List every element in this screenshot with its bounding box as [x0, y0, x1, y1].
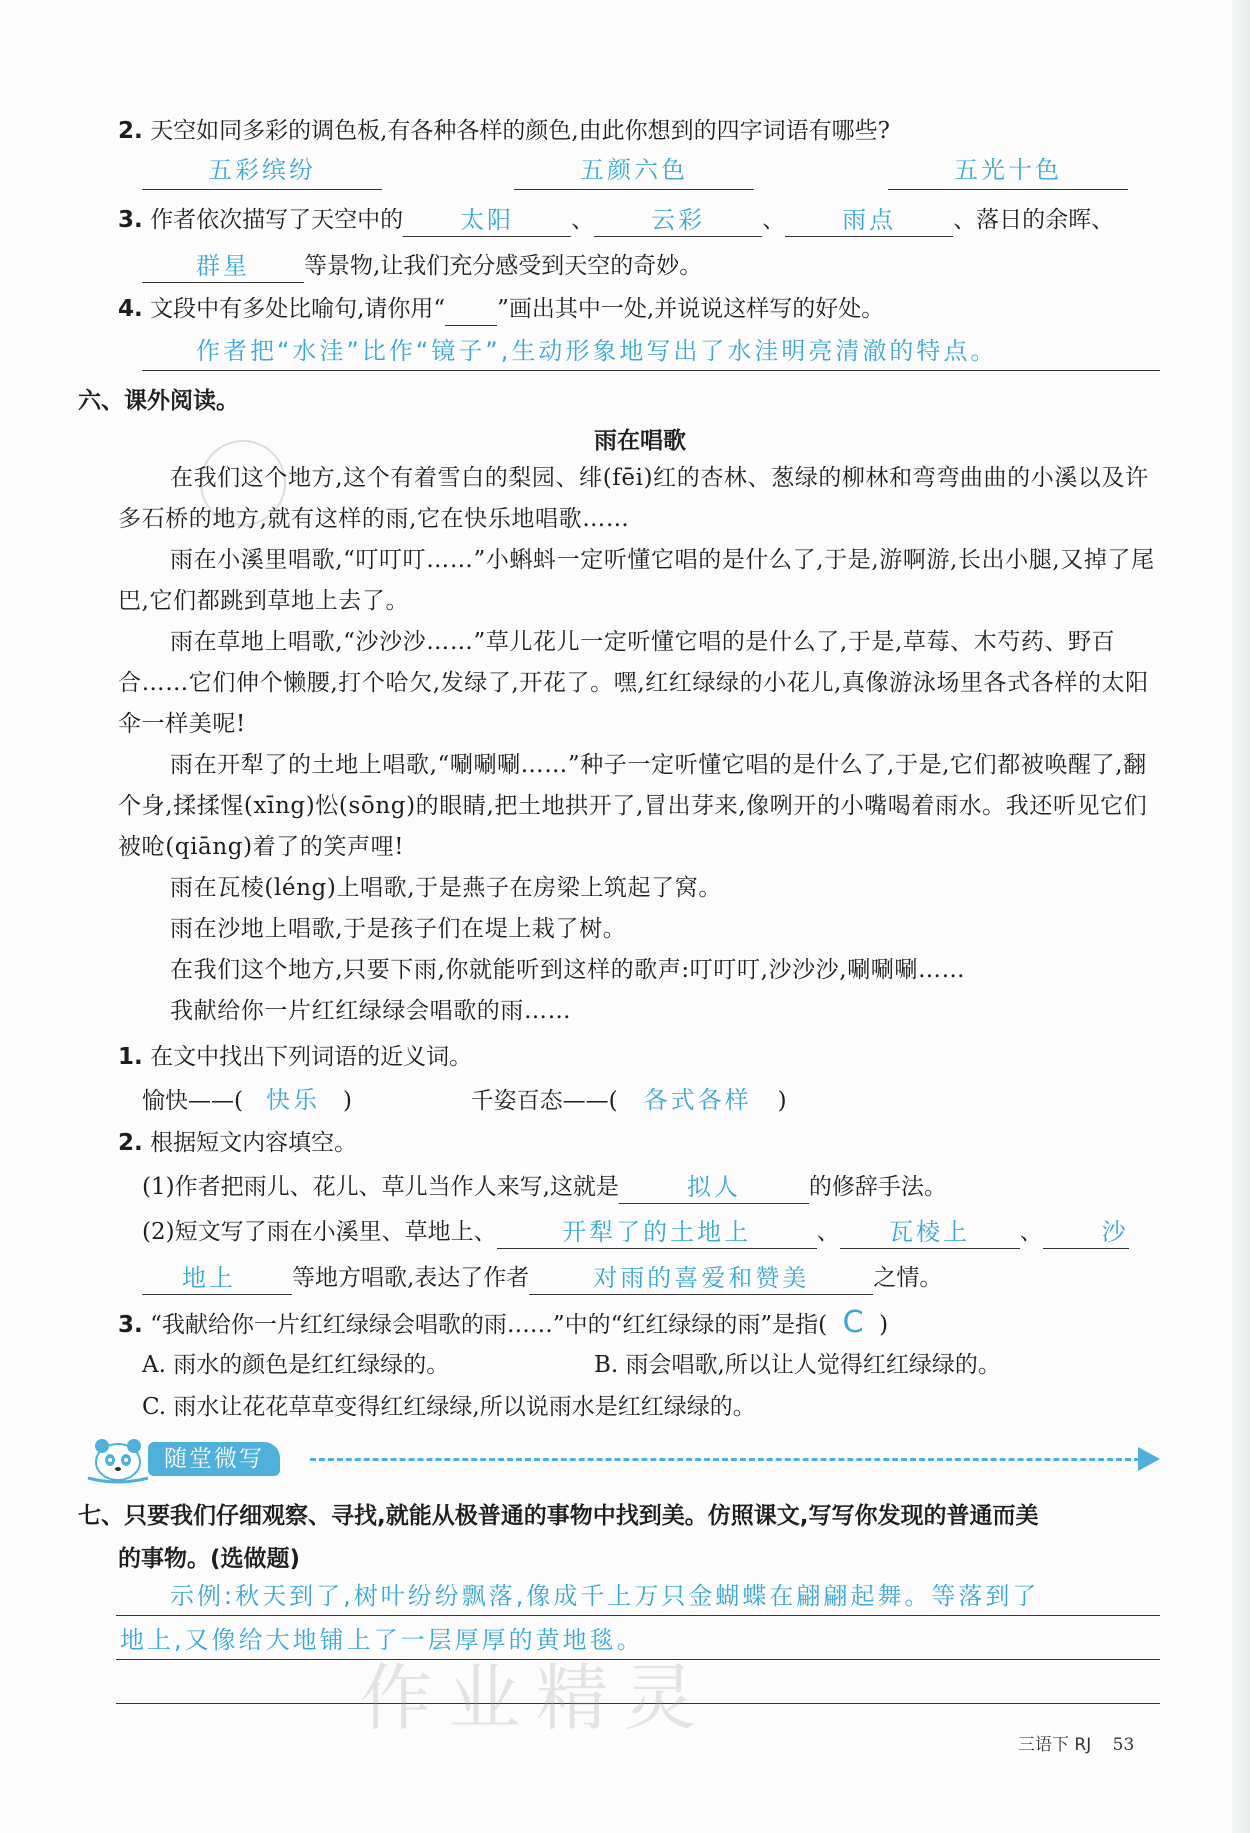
page-footer	[1018, 1730, 1134, 1755]
q2-answer-blank-1[interactable]: 五彩缤纷	[142, 150, 382, 190]
r2-answer-place-1[interactable]: 开犁了的土地上	[497, 1215, 817, 1249]
q4-answer-line[interactable]: 作者把“水洼”比作“镜子”,生动形象地写出了水洼明亮清澈的特点。	[142, 331, 1160, 371]
writing-line-2[interactable]: 地上,又像给大地铺上了一层厚厚的黄地毯。	[116, 1620, 1160, 1660]
section-banner	[82, 1428, 1172, 1488]
q2-answer-blank-3[interactable]: 五光十色	[888, 150, 1128, 190]
section-7-heading-line-1: 七、只要我们仔细观察、寻找,就能从极普通的事物中找到美。仿照课文,写写你发现的普通而美	[78, 1503, 1039, 1529]
footer-label: 三语下 RJ	[1018, 1735, 1092, 1755]
r2-answer-place-3[interactable]: 沙	[1043, 1215, 1129, 1249]
passage-title: 雨在唱歌	[594, 428, 686, 454]
reading-question-1-items: 愉快——( 快乐 ) 千姿百态——( 各式各样 )	[142, 1083, 787, 1118]
r2-answer-place-2[interactable]: 瓦棱上	[840, 1215, 1020, 1249]
r3-answer-choice[interactable]: C	[842, 1305, 864, 1340]
passage-paragraph-1: 在我们这个地方,这个有着雪白的梨园、绯(fēi)红的杏林、葱绿的柳林和弯弯曲曲的小溪以及许多石桥的地方,就有这样的雨,它在快乐地唱歌……	[118, 465, 1149, 532]
reading-question-2: 2. 根据短文内容填空。	[118, 1130, 358, 1156]
watermark-text: 作业精灵	[360, 1656, 713, 1740]
reading-question-2-part-2: (2)短文写了雨在小溪里、草地上、 开犁了的土地上 、 瓦棱上 、 沙	[142, 1215, 1129, 1249]
section-6-heading: 六、课外阅读。	[78, 388, 239, 414]
r1-answer-1[interactable]: 快乐	[265, 1086, 320, 1114]
writing-line-1[interactable]: 示例:秋天到了,树叶纷纷飘落,像成千上万只金蝴蝶在翩翩起舞。等落到了	[116, 1576, 1160, 1616]
banner-label: 随堂微写	[148, 1442, 280, 1476]
r2-answer-place-3-continued[interactable]: 地上	[142, 1261, 292, 1295]
r1-answer-2[interactable]: 各式各样	[643, 1086, 752, 1114]
q2-answer-blank-2[interactable]: 五颜六色	[514, 150, 754, 190]
passage-paragraph-4: 雨在开犁了的土地上唱歌,“唰唰唰……”种子一定听懂它唱的是什么了,于是,它们都被唤醒了,翻个身,揉揉惺(xīng)忪(sōng)的眼睛,把土地拱开了,冒出芽来,像咧开的小嘴喝着雨水。我还听见它们被呛(qiāng)着了的笑声哩!	[118, 752, 1148, 860]
reading-question-3: 3. “我献给你一片红红绿绿会唱歌的雨……”中的“红红绿绿的雨”是指( C )	[118, 1305, 889, 1340]
passage-paragraph-2: 雨在小溪里唱歌,“叮叮叮……”小蝌蚪一定听懂它唱的是什么了,于是,游啊游,长出小腿,又掉了尾巴,它们都跳到草地上去了。	[118, 547, 1155, 614]
passage-paragraph-5: 雨在瓦棱(léng)上唱歌,于是燕子在房梁上筑起了窝。	[170, 875, 722, 901]
q3-answer-blank-2[interactable]: 云彩	[594, 203, 762, 237]
q3-answer-blank-1[interactable]: 太阳	[403, 203, 571, 237]
option-b[interactable]: B. 雨会唱歌,所以让人觉得红红绿绿的。	[594, 1352, 1001, 1378]
q3-answer-blank-3[interactable]: 雨点	[785, 203, 953, 237]
section-7-heading-line-2: 的事物。(选做题)	[118, 1546, 301, 1572]
panda-mascot-icon	[82, 1428, 152, 1486]
q3-answer-blank-4[interactable]: 群星	[142, 249, 304, 283]
passage-paragraph-3: 雨在草地上唱歌,“沙沙沙……”草儿花儿一定听懂它唱的是什么了,于是,草莓、木芍药、野百合……它们伸个懒腰,打个哈欠,发绿了,开花了。嘿,红红绿绿的小花儿,真像游泳场里各式各样的太阳伞一样美呢!	[118, 629, 1149, 737]
question-4: 4. 文段中有多处比喻句,请你用“ ”画出其中一处,并说说这样写的好处。	[118, 292, 884, 326]
r2-answer-rhetoric[interactable]: 拟人	[619, 1170, 809, 1204]
page-edge-shadow	[1232, 0, 1250, 1833]
option-c[interactable]: C. 雨水让花花草草变得红红绿绿,所以说雨水是红红绿绿的。	[142, 1394, 756, 1420]
passage-paragraph-6: 雨在沙地上唱歌,于是孩子们在堤上栽了树。	[170, 916, 627, 942]
passage-paragraph-8: 我献给你一片红红绿绿会唱歌的雨……	[170, 998, 572, 1024]
reading-question-1: 1. 在文中找出下列词语的近义词。	[118, 1044, 473, 1070]
question-3-continued: 群星 等景物,让我们充分感受到天空的奇妙。	[142, 249, 702, 283]
r2-answer-feeling[interactable]: 对雨的喜爱和赞美	[529, 1261, 873, 1295]
banner-dashed-line	[310, 1458, 1140, 1461]
q4-underline-sample	[445, 300, 497, 326]
option-a[interactable]: A. 雨水的颜色是红红绿绿的。	[142, 1352, 450, 1378]
reading-question-2-part-1: (1)作者把雨儿、花儿、草儿当作人来写,这就是 拟人 的修辞手法。	[142, 1170, 947, 1204]
passage-paragraph-7: 在我们这个地方,只要下雨,你就能听到这样的歌声:叮叮叮,沙沙沙,唰唰唰……	[170, 957, 966, 983]
banner-arrow-icon	[1138, 1447, 1160, 1471]
question-2: 2. 天空如同多彩的调色板,有各种各样的颜色,由此你想到的四字词语有哪些?	[118, 118, 891, 144]
page-number: 53	[1112, 1735, 1135, 1755]
question-3: 3. 作者依次描写了天空中的 太阳 、 云彩 、 雨点 、落日的余晖、	[118, 203, 1114, 237]
question-2-text: 天空如同多彩的调色板,有各种各样的颜色,由此你想到的四字词语有哪些?	[150, 118, 891, 144]
reading-question-2-part-2-continued: 地上 等地方唱歌,表达了作者 对雨的喜爱和赞美 之情。	[142, 1261, 942, 1295]
